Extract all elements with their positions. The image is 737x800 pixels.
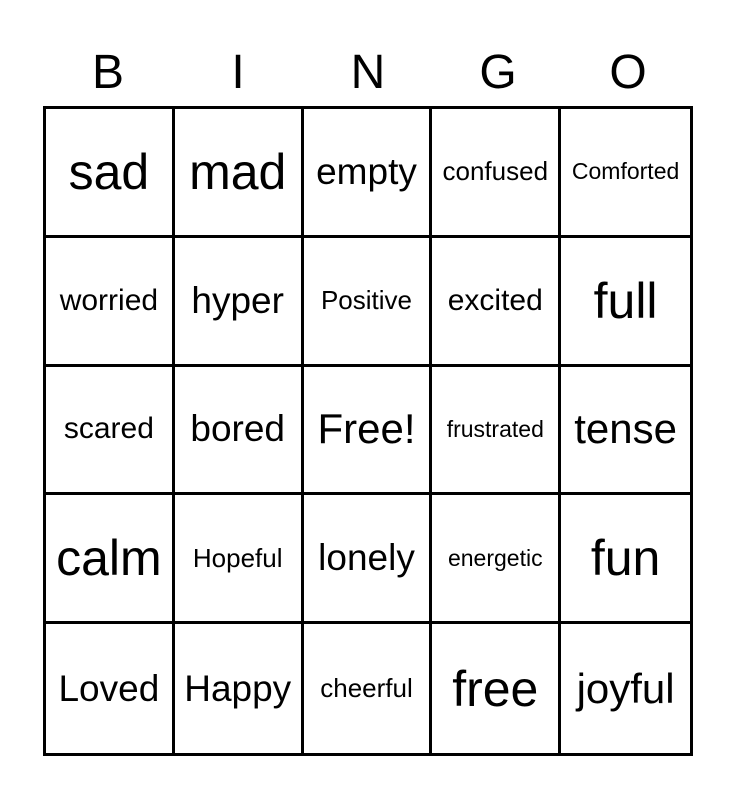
bingo-cell[interactable]: Hopeful xyxy=(175,495,304,624)
bingo-cell[interactable]: energetic xyxy=(432,495,561,624)
bingo-cell[interactable]: tense xyxy=(561,367,690,496)
bingo-cell[interactable]: free xyxy=(432,624,561,753)
free-space-cell[interactable]: Free! xyxy=(304,367,433,496)
bingo-board xyxy=(43,106,693,756)
header-letter-g: G xyxy=(479,46,517,99)
bingo-cell[interactable]: Comforted xyxy=(561,109,690,238)
bingo-cell[interactable]: Happy xyxy=(175,624,304,753)
bingo-cell[interactable]: frustrated xyxy=(432,367,561,496)
bingo-cell[interactable]: confused xyxy=(432,109,561,238)
bingo-cell[interactable]: Positive xyxy=(304,238,433,367)
bingo-cell[interactable]: mad xyxy=(175,109,304,238)
bingo-cell[interactable]: Loved xyxy=(46,624,175,753)
bingo-cell[interactable]: lonely xyxy=(304,495,433,624)
bingo-cell[interactable]: calm xyxy=(46,495,175,624)
bingo-cell[interactable]: empty xyxy=(304,109,433,238)
header-letter-o: O xyxy=(609,46,647,99)
bingo-cell[interactable]: sad xyxy=(46,109,175,238)
bingo-cell[interactable]: hyper xyxy=(175,238,304,367)
bingo-cell[interactable]: excited xyxy=(432,238,561,367)
bingo-cell[interactable]: fun xyxy=(561,495,690,624)
bingo-cell[interactable]: bored xyxy=(175,367,304,496)
bingo-cell[interactable]: joyful xyxy=(576,664,675,712)
header-letter-n: N xyxy=(350,46,386,99)
bingo-cell[interactable]: worried xyxy=(46,238,175,367)
bingo-cell[interactable]: cheerful xyxy=(304,624,433,753)
bingo-cell[interactable]: full xyxy=(561,238,690,367)
bingo-header xyxy=(43,40,693,106)
header-letter-b: B xyxy=(91,46,124,99)
bingo-cell[interactable]: scared xyxy=(46,367,175,496)
header-letter-i: I xyxy=(231,46,245,99)
